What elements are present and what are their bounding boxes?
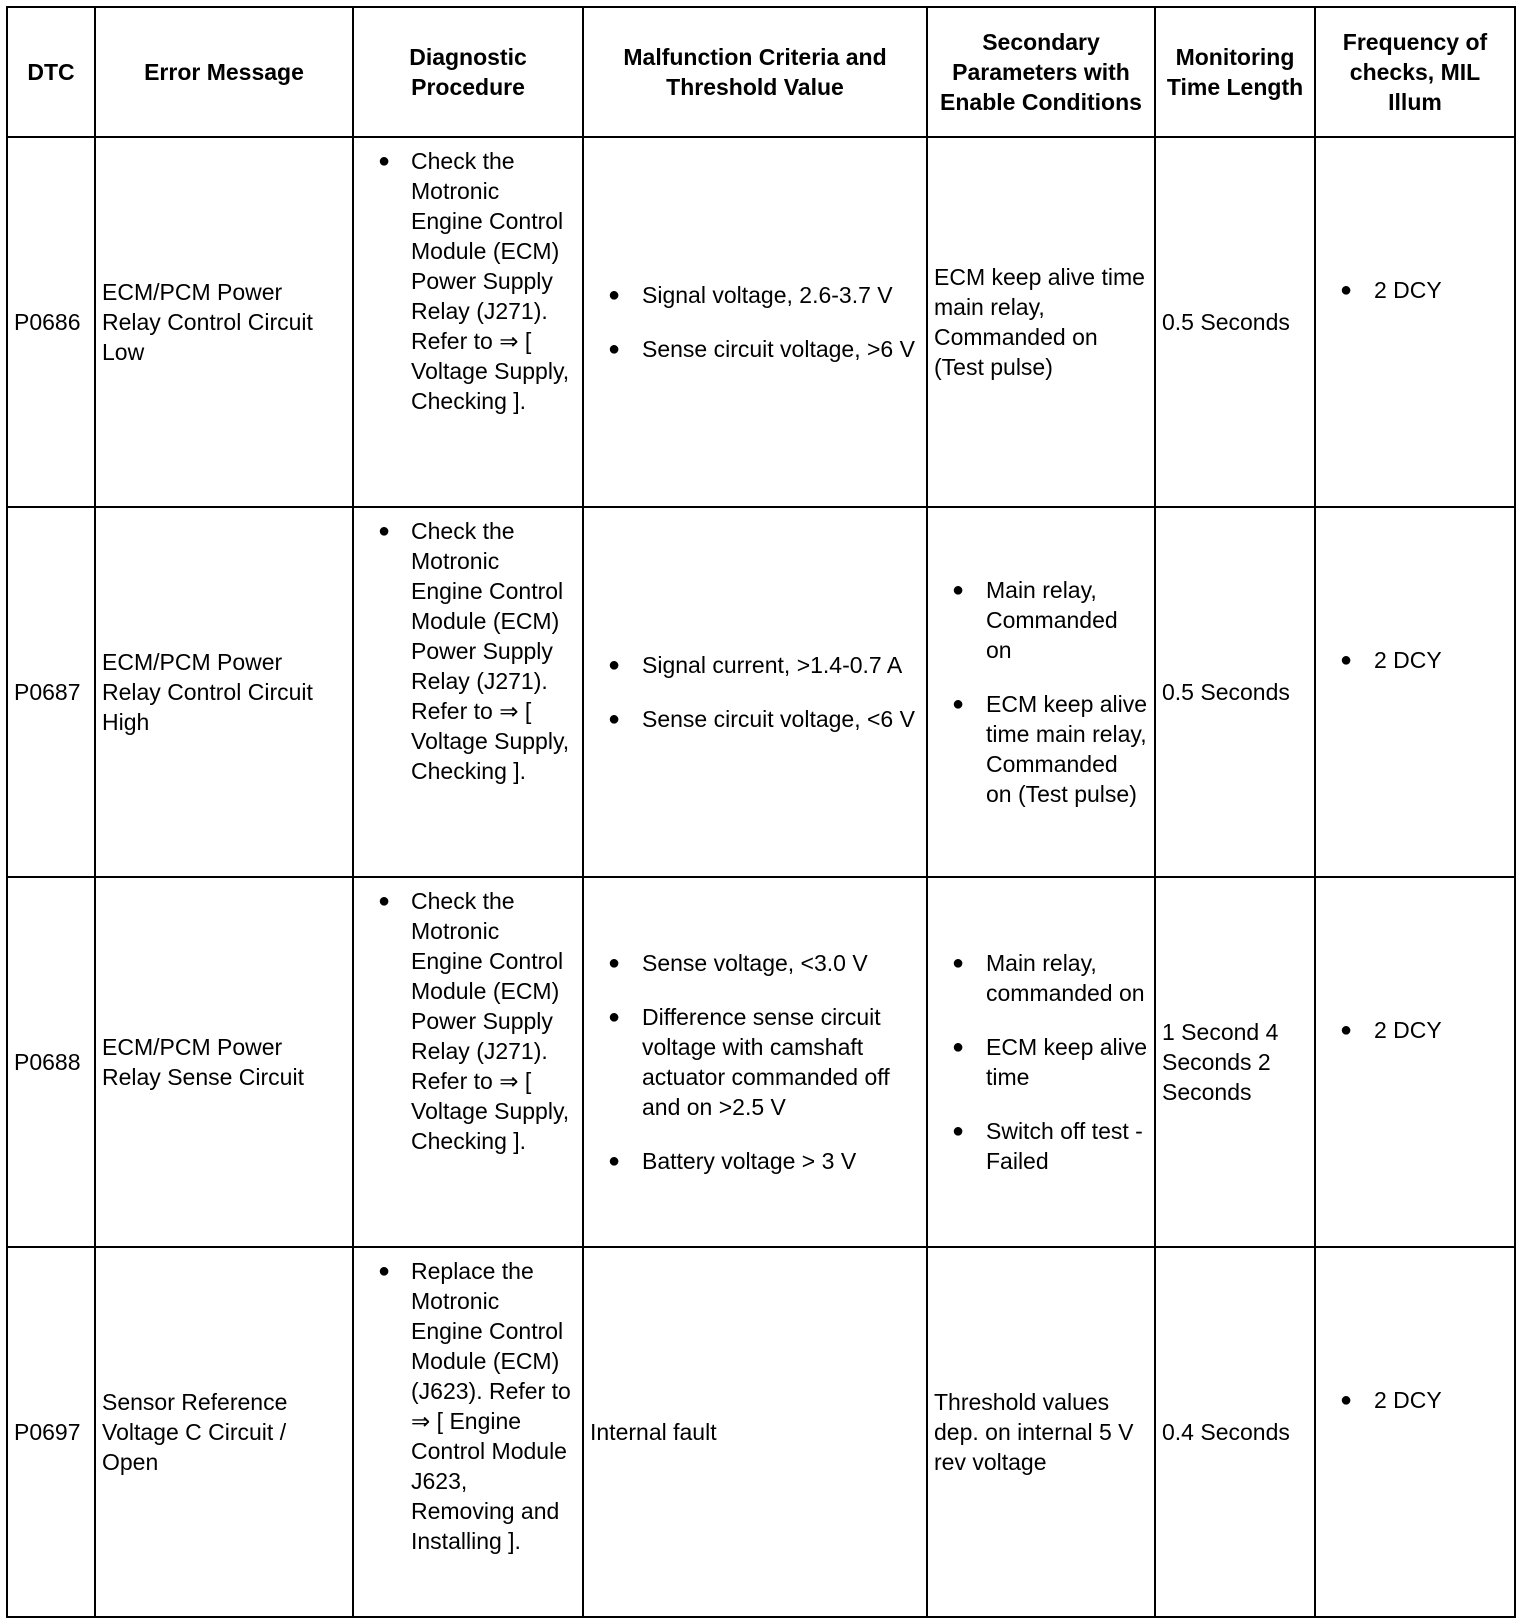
criteria-item: ● Sense circuit voltage, >6 V xyxy=(608,334,920,364)
frequency-item: ● 2 DCY xyxy=(1340,645,1508,675)
table-row xyxy=(7,877,1515,1247)
secondary-item: ● Switch off test - Failed xyxy=(952,1116,1148,1176)
frequency xyxy=(1315,1247,1515,1617)
header-secondary-parameters: Secondary Parameters with Enable Conditions xyxy=(927,7,1155,137)
error-message: ECM/PCM Power Relay Sense Circuit xyxy=(95,877,353,1247)
error-message: ECM/PCM Power Relay Control Circuit High xyxy=(95,507,353,877)
header-row xyxy=(7,7,1515,137)
header-frequency: Frequency of checks, MIL Illum xyxy=(1315,7,1515,137)
dtc-table xyxy=(6,6,1516,1618)
monitoring-time: 0.5 Seconds xyxy=(1155,507,1315,877)
dtc-code: P0686 xyxy=(7,137,95,507)
criteria-item: ● Sense voltage, <3.0 V xyxy=(608,948,920,978)
malfunction-criteria xyxy=(583,877,927,1247)
header-malfunction-criteria: Malfunction Criteria and Threshold Value xyxy=(583,7,927,137)
criteria-item: ● Signal current, >1.4-0.7 A xyxy=(608,650,920,680)
malfunction-criteria: Internal fault xyxy=(583,1247,927,1617)
monitoring-time: 1 Second 4 Seconds 2 Seconds xyxy=(1155,877,1315,1247)
diagnostic-procedure xyxy=(353,507,583,877)
procedure-item: ● Check the Motronic Engine Control Module (ECM) Power Supply Relay (J271). Refer to ⇒ [ Voltage Supply, Checking ]. xyxy=(378,516,576,786)
diagnostic-procedure xyxy=(353,877,583,1247)
criteria-item: ● Sense circuit voltage, <6 V xyxy=(608,704,920,734)
monitoring-time: 0.5 Seconds xyxy=(1155,137,1315,507)
secondary-item: ● Main relay, Commanded on xyxy=(952,575,1148,665)
secondary-item: ● ECM keep alive time main relay, Commanded on (Test pulse) xyxy=(952,689,1148,809)
secondary-item: ● Main relay, commanded on xyxy=(952,948,1148,1008)
frequency-item: ● 2 DCY xyxy=(1340,1385,1508,1415)
secondary-parameters xyxy=(927,507,1155,877)
header-dtc: DTC xyxy=(7,7,95,137)
frequency-item: ● 2 DCY xyxy=(1340,1015,1508,1045)
procedure-item: ● Replace the Motronic Engine Control Module (ECM) (J623). Refer to ⇒ [ Engine Control Module J623, Removing and Installing ]. xyxy=(378,1256,576,1556)
criteria-item: ● Difference sense circuit voltage with camshaft actuator commanded off and on >2.5 V xyxy=(608,1002,920,1122)
error-message: Sensor Reference Voltage C Circuit / Open xyxy=(95,1247,353,1617)
table-row xyxy=(7,1247,1515,1617)
procedure-item: ● Check the Motronic Engine Control Module (ECM) Power Supply Relay (J271). Refer to ⇒ [ Voltage Supply, Checking ]. xyxy=(378,886,576,1156)
dtc-code: P0687 xyxy=(7,507,95,877)
secondary-item: ● ECM keep alive time xyxy=(952,1032,1148,1092)
diagnostic-procedure xyxy=(353,137,583,507)
secondary-parameters: ECM keep alive time main relay, Commanded on (Test pulse) xyxy=(927,137,1155,507)
table-row xyxy=(7,507,1515,877)
frequency-item: ● 2 DCY xyxy=(1340,275,1508,305)
frequency xyxy=(1315,137,1515,507)
malfunction-criteria xyxy=(583,137,927,507)
dtc-code: P0688 xyxy=(7,877,95,1247)
dtc-code: P0697 xyxy=(7,1247,95,1617)
malfunction-criteria xyxy=(583,507,927,877)
frequency xyxy=(1315,877,1515,1247)
procedure-item: ● Check the Motronic Engine Control Module (ECM) Power Supply Relay (J271). Refer to ⇒ [ Voltage Supply, Checking ]. xyxy=(378,146,576,416)
header-monitoring-time: Monitoring Time Length xyxy=(1155,7,1315,137)
secondary-parameters xyxy=(927,877,1155,1247)
frequency xyxy=(1315,507,1515,877)
diagnostic-procedure xyxy=(353,1247,583,1617)
secondary-parameters: Threshold values dep. on internal 5 V rev voltage xyxy=(927,1247,1155,1617)
criteria-item: ● Signal voltage, 2.6-3.7 V xyxy=(608,280,920,310)
header-diagnostic-procedure: Diagnostic Procedure xyxy=(353,7,583,137)
monitoring-time: 0.4 Seconds xyxy=(1155,1247,1315,1617)
criteria-item: ● Battery voltage > 3 V xyxy=(608,1146,920,1176)
error-message: ECM/PCM Power Relay Control Circuit Low xyxy=(95,137,353,507)
table-row xyxy=(7,137,1515,507)
header-error-message: Error Message xyxy=(95,7,353,137)
